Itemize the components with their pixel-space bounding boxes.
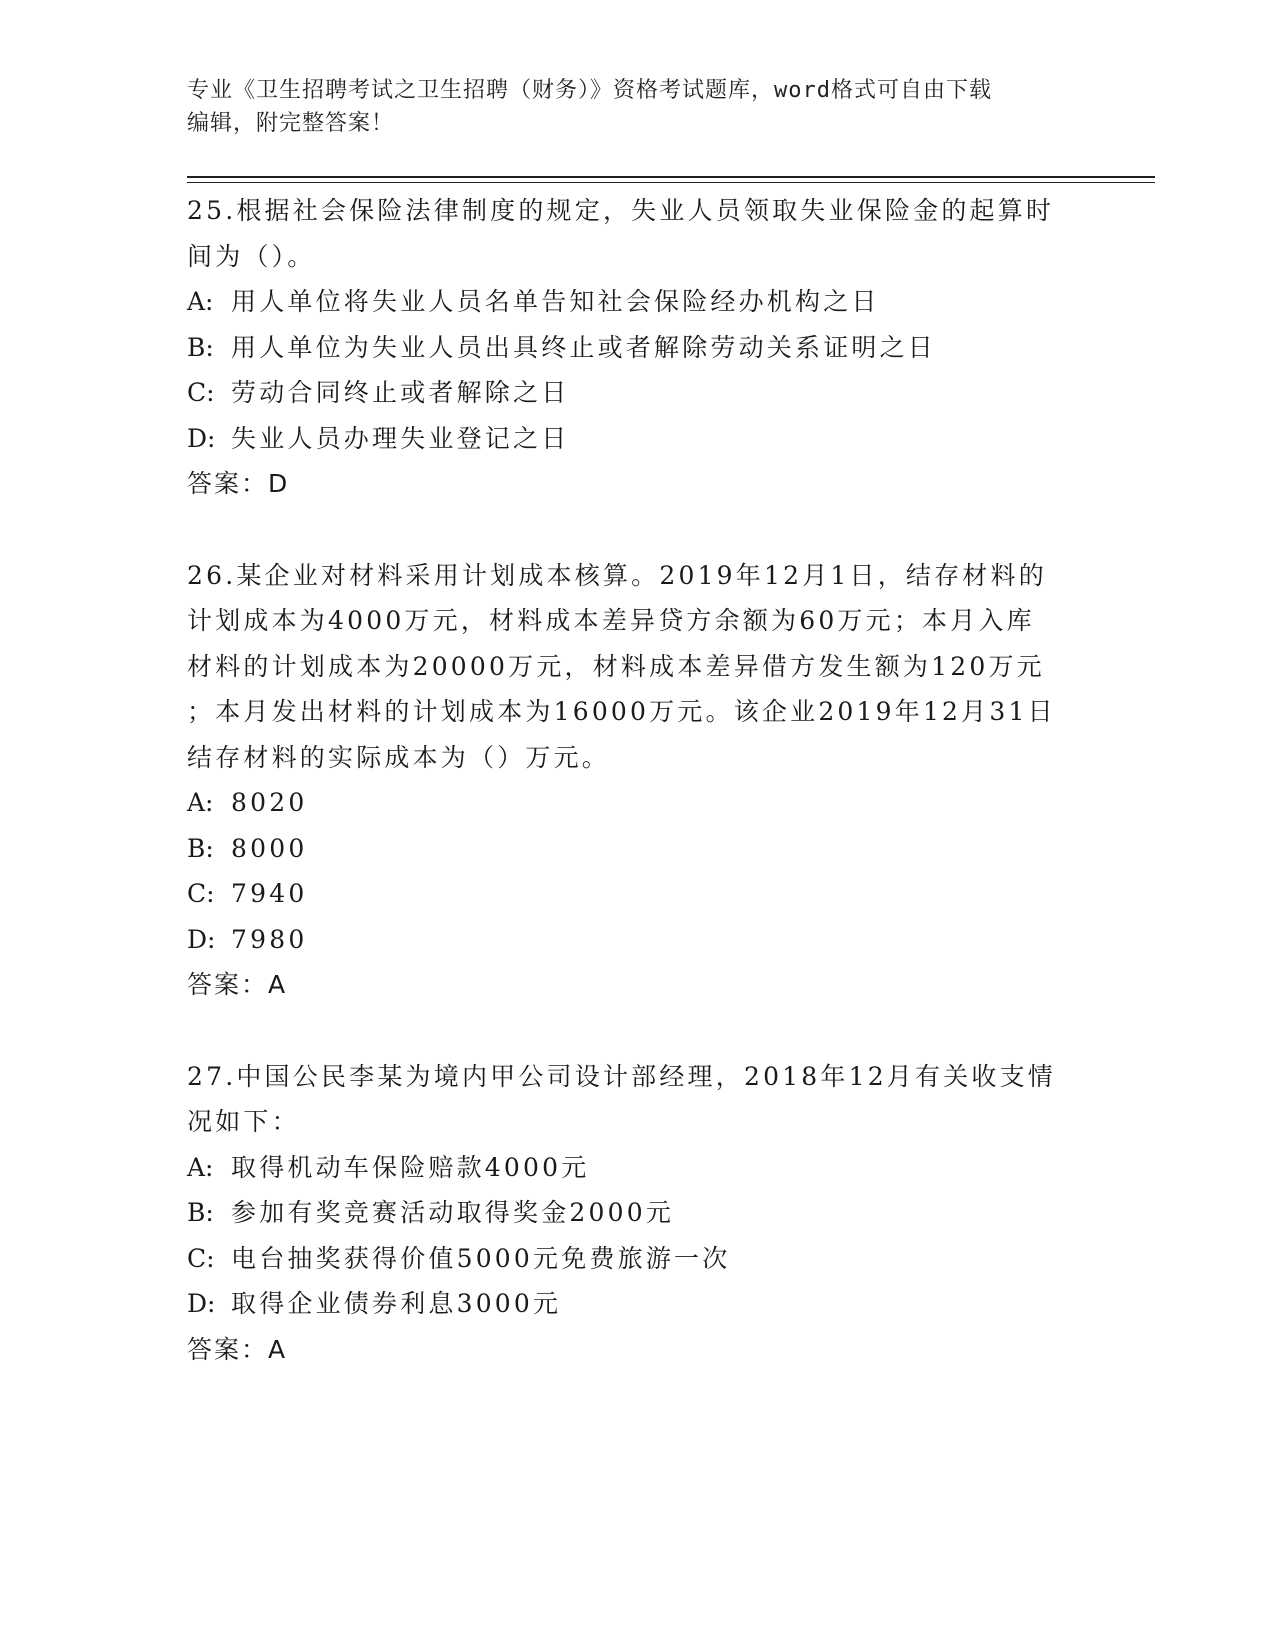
document-header bbox=[187, 74, 1067, 140]
option-letter: B: bbox=[187, 833, 214, 863]
question-stem-line: 结存材料的实际成本为（）万元。 bbox=[187, 742, 611, 772]
option-text: 电台抽奖获得价值5000元免费旅游一次 bbox=[231, 1243, 731, 1273]
option-c bbox=[187, 871, 1087, 917]
option-text: 8020 bbox=[231, 788, 308, 817]
question-25 bbox=[187, 188, 1087, 507]
option-c bbox=[187, 370, 1087, 416]
option-letter: A: bbox=[187, 287, 214, 316]
answer-label: 答案：A bbox=[187, 970, 288, 999]
option-b bbox=[187, 826, 1087, 872]
question-stem-line: 27.中国公民李某为境内甲公司设计部经理，2018年12月有关收支情 bbox=[187, 1061, 1056, 1091]
spacer bbox=[187, 507, 1087, 553]
option-a bbox=[187, 780, 1087, 826]
option-d bbox=[187, 416, 1087, 462]
question-27 bbox=[187, 1054, 1087, 1373]
option-text: 8000 bbox=[231, 833, 308, 863]
question-stem-line: ；本月发出材料的计划成本为16000万元。该企业2019年12月31日 bbox=[187, 697, 1056, 726]
option-letter: C: bbox=[187, 1243, 215, 1273]
option-d bbox=[187, 1281, 1087, 1327]
option-b bbox=[187, 1190, 1087, 1236]
option-text: 7940 bbox=[231, 879, 308, 908]
option-letter: B: bbox=[187, 1198, 214, 1227]
option-d bbox=[187, 917, 1087, 963]
question-stem-line: 材料的计划成本为20000万元，材料成本差异借方发生额为120万元 bbox=[187, 651, 1045, 681]
question-stem-line: 计划成本为4000万元，材料成本差异贷方余额为60万元；本月入库 bbox=[187, 606, 1035, 635]
answer-label: 答案：D bbox=[187, 469, 290, 498]
option-text: 失业人员办理失业登记之日 bbox=[231, 423, 570, 453]
header-divider-thin bbox=[187, 182, 1155, 183]
option-text: 取得企业债券利息3000元 bbox=[231, 1289, 562, 1318]
option-a bbox=[187, 279, 1087, 325]
header-divider-thick bbox=[187, 176, 1155, 178]
option-letter: C: bbox=[187, 378, 215, 407]
header-line-1: 专业《卫生招聘考试之卫生招聘（财务）》资格考试题库，word格式可自由下载 bbox=[187, 78, 992, 103]
question-stem-line: 26.某企业对材料采用计划成本核算。2019年12月1日，结存材料的 bbox=[187, 560, 1047, 590]
option-text: 用人单位为失业人员出具终止或者解除劳动关系证明之日 bbox=[231, 332, 937, 362]
question-stem-line: 况如下： bbox=[187, 1107, 300, 1136]
question-stem-line: 25.根据社会保险法律制度的规定，失业人员领取失业保险金的起算时 bbox=[187, 196, 1055, 225]
option-text: 取得机动车保险赔款4000元 bbox=[231, 1152, 590, 1182]
spacer bbox=[187, 1008, 1087, 1054]
question-26 bbox=[187, 553, 1087, 1008]
option-letter: B: bbox=[187, 332, 214, 362]
option-c bbox=[187, 1236, 1087, 1282]
answer-label: 答案：A bbox=[187, 1334, 288, 1364]
question-list bbox=[187, 188, 1087, 1372]
option-a bbox=[187, 1145, 1087, 1191]
option-text: 参加有奖竞赛活动取得奖金2000元 bbox=[231, 1198, 675, 1227]
option-letter: A: bbox=[187, 788, 214, 817]
option-letter: D: bbox=[187, 423, 216, 453]
question-stem-line: 间为（）。 bbox=[187, 241, 316, 271]
header-line-2: 编辑，附完整答案！ bbox=[187, 111, 395, 136]
option-text: 劳动合同终止或者解除之日 bbox=[231, 378, 570, 407]
option-letter: D: bbox=[187, 1289, 216, 1318]
option-text: 用人单位将失业人员名单告知社会保险经办机构之日 bbox=[231, 287, 880, 316]
option-text: 7980 bbox=[231, 924, 308, 954]
option-letter: C: bbox=[187, 879, 215, 908]
option-letter: D: bbox=[187, 924, 216, 954]
option-b bbox=[187, 325, 1087, 371]
option-letter: A: bbox=[187, 1152, 214, 1182]
